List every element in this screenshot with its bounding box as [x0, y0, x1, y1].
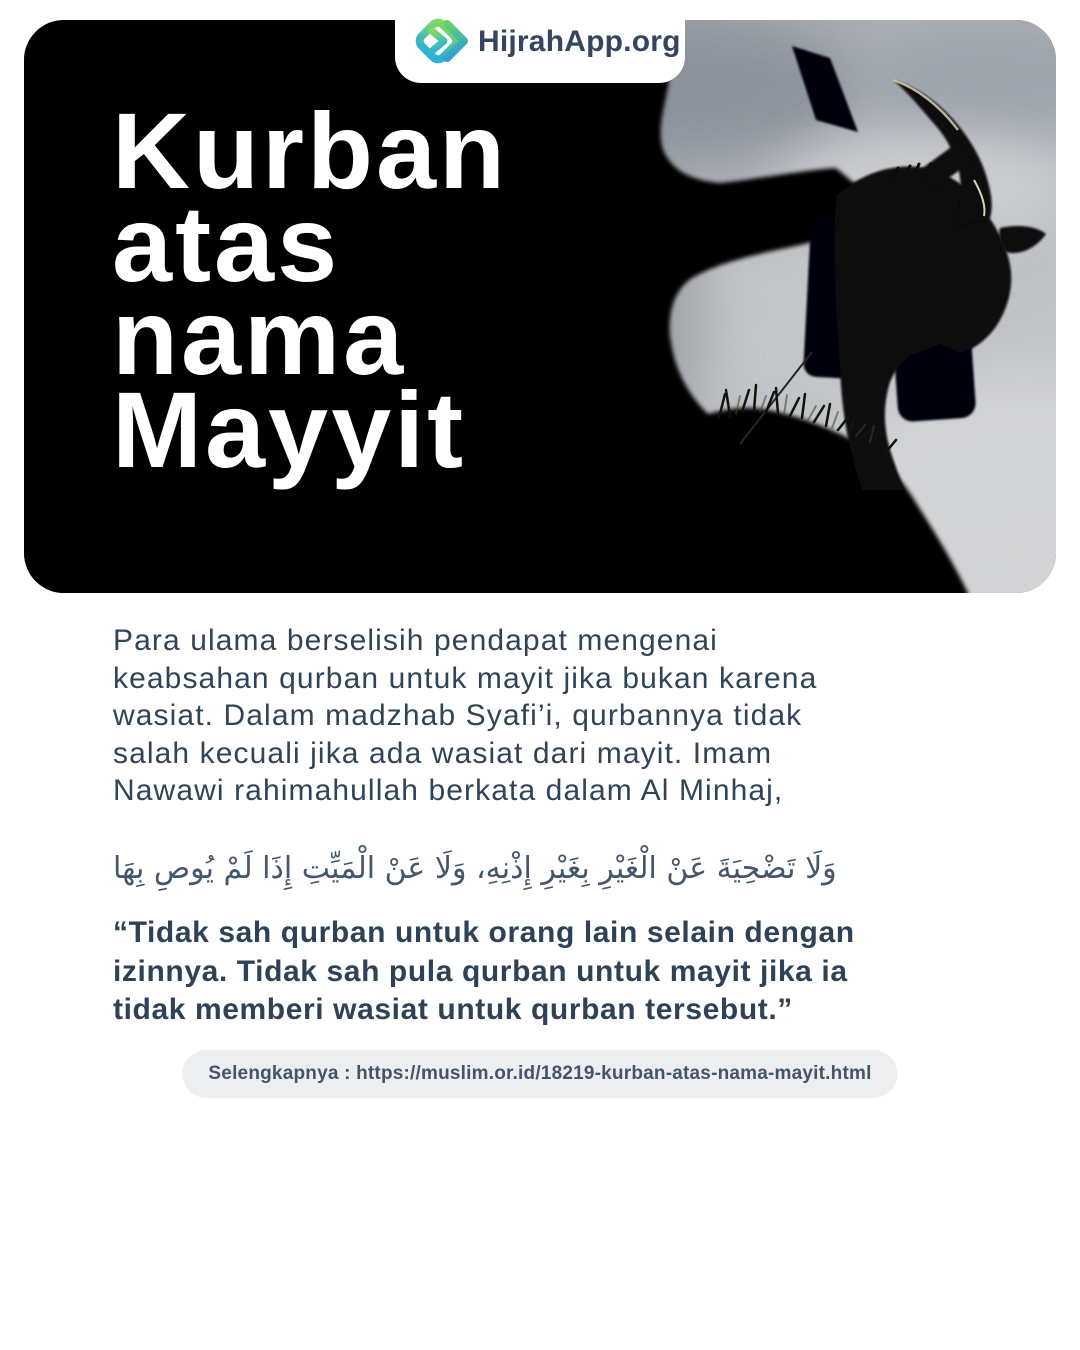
hijrahapp-logo-icon: [407, 10, 471, 74]
hero-title: [112, 90, 508, 490]
translation-quote: [113, 914, 855, 1030]
hero-title-line: Kurban: [112, 90, 508, 211]
article-paragraph: [113, 622, 817, 810]
source-link-pill[interactable]: [182, 1050, 897, 1098]
hero-image-block: [24, 20, 1056, 593]
translation-line: izinnya. Tidak sah pula qurban untuk mayit jika ia: [113, 954, 848, 988]
translation-line: tidak memberi wasiat untuk qurban tersebut.”: [113, 993, 793, 1026]
brand-name-regular: Hijrah: [478, 24, 565, 58]
arabic-quote: وَلَا تَضْحِيَةَ عَنْ الْغَيْرِ بِغَيْرِ إِذْنِهِ، وَلَا عَنْ الْمَيِّتِ إِذَا لَمْ يُوصِ بِهَا: [113, 851, 837, 886]
paragraph-line: Para ulama berselisih pendapat mengenai: [113, 624, 718, 657]
source-link-label: Selengkapnya : https://muslim.or.id/18219-kurban-atas-nama-mayit.html: [208, 1063, 872, 1084]
translation-line: “Tidak sah qurban untuk orang lain selain dengan: [113, 916, 855, 949]
hero-title-line: atas: [112, 183, 341, 304]
brand-name-suffix: .org: [623, 24, 681, 58]
paragraph-line: wasiat. Dalam madzhab Syafi’i, qurbannya tidak: [113, 699, 803, 732]
hero-title-line: Mayyit: [112, 369, 467, 490]
paragraph-line: salah kecuali jika ada wasiat dari mayit. Imam: [113, 736, 773, 770]
brand-logo-tab: [395, 0, 685, 83]
brand-name-bold: App: [564, 24, 624, 58]
brand-wordmark: [478, 25, 681, 59]
paragraph-line: keabsahan qurban untuk mayit jika bukan karena: [113, 661, 818, 695]
paragraph-line: Nawawi rahimahullah berkata dalam Al Minhaj,: [113, 774, 784, 807]
hero-title-line: nama: [112, 276, 407, 397]
